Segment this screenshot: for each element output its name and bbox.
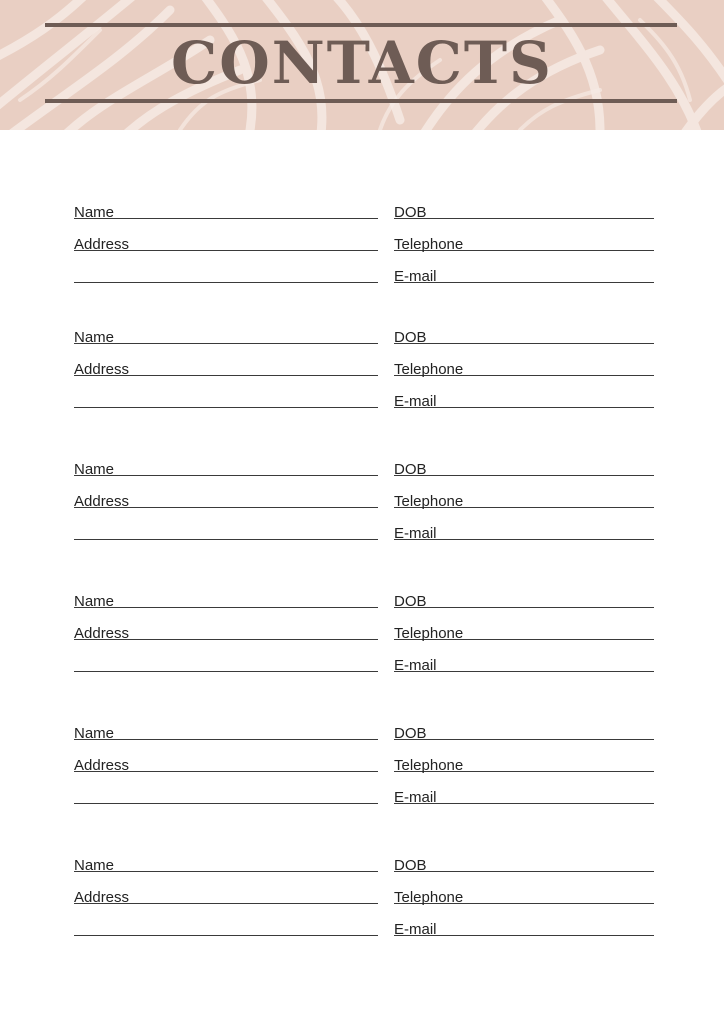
telephone-label: Telephone <box>394 361 464 378</box>
dob-field[interactable] <box>394 607 654 608</box>
address-label: Address <box>74 236 130 253</box>
address-line-2-field[interactable] <box>74 539 378 540</box>
telephone-label: Telephone <box>394 493 464 510</box>
email-label: E-mail <box>394 525 437 542</box>
address-line-2-field[interactable] <box>74 671 378 672</box>
email-label: E-mail <box>394 268 437 285</box>
title-rule-bottom <box>45 99 677 103</box>
name-field[interactable] <box>74 343 378 344</box>
address-label: Address <box>74 493 130 510</box>
dob-label: DOB <box>394 329 427 346</box>
telephone-label: Telephone <box>394 889 464 906</box>
name-label: Name <box>74 329 115 346</box>
name-field[interactable] <box>74 475 378 476</box>
name-label: Name <box>74 857 115 874</box>
dob-label: DOB <box>394 857 427 874</box>
dob-field[interactable] <box>394 343 654 344</box>
address-line-2-field[interactable] <box>74 803 378 804</box>
contact-entry <box>0 202 724 302</box>
header-banner <box>0 0 724 130</box>
dob-label: DOB <box>394 461 427 478</box>
telephone-label: Telephone <box>394 757 464 774</box>
name-label: Name <box>74 461 115 478</box>
dob-field[interactable] <box>394 871 654 872</box>
address-label: Address <box>74 757 130 774</box>
telephone-label: Telephone <box>394 236 464 253</box>
contact-entry <box>0 855 724 955</box>
name-label: Name <box>74 204 115 221</box>
contact-entry <box>0 459 724 559</box>
contact-entry <box>0 723 724 823</box>
address-line-2-field[interactable] <box>74 282 378 283</box>
dob-field[interactable] <box>394 739 654 740</box>
dob-label: DOB <box>394 593 427 610</box>
name-label: Name <box>74 725 115 742</box>
name-label: Name <box>74 593 115 610</box>
dob-field[interactable] <box>394 475 654 476</box>
page-title: CONTACTS <box>171 29 553 97</box>
contact-entry <box>0 591 724 691</box>
name-field[interactable] <box>74 607 378 608</box>
contact-entry <box>0 327 724 427</box>
address-line-2-field[interactable] <box>74 935 378 936</box>
name-field[interactable] <box>74 871 378 872</box>
email-label: E-mail <box>394 393 437 410</box>
email-label: E-mail <box>394 921 437 938</box>
dob-label: DOB <box>394 725 427 742</box>
address-label: Address <box>74 361 130 378</box>
dob-field[interactable] <box>394 218 654 219</box>
address-label: Address <box>74 625 130 642</box>
dob-label: DOB <box>394 204 427 221</box>
email-label: E-mail <box>394 657 437 674</box>
telephone-label: Telephone <box>394 625 464 642</box>
address-line-2-field[interactable] <box>74 407 378 408</box>
email-label: E-mail <box>394 789 437 806</box>
name-field[interactable] <box>74 218 378 219</box>
title-rule-top <box>45 23 677 27</box>
name-field[interactable] <box>74 739 378 740</box>
address-label: Address <box>74 889 130 906</box>
